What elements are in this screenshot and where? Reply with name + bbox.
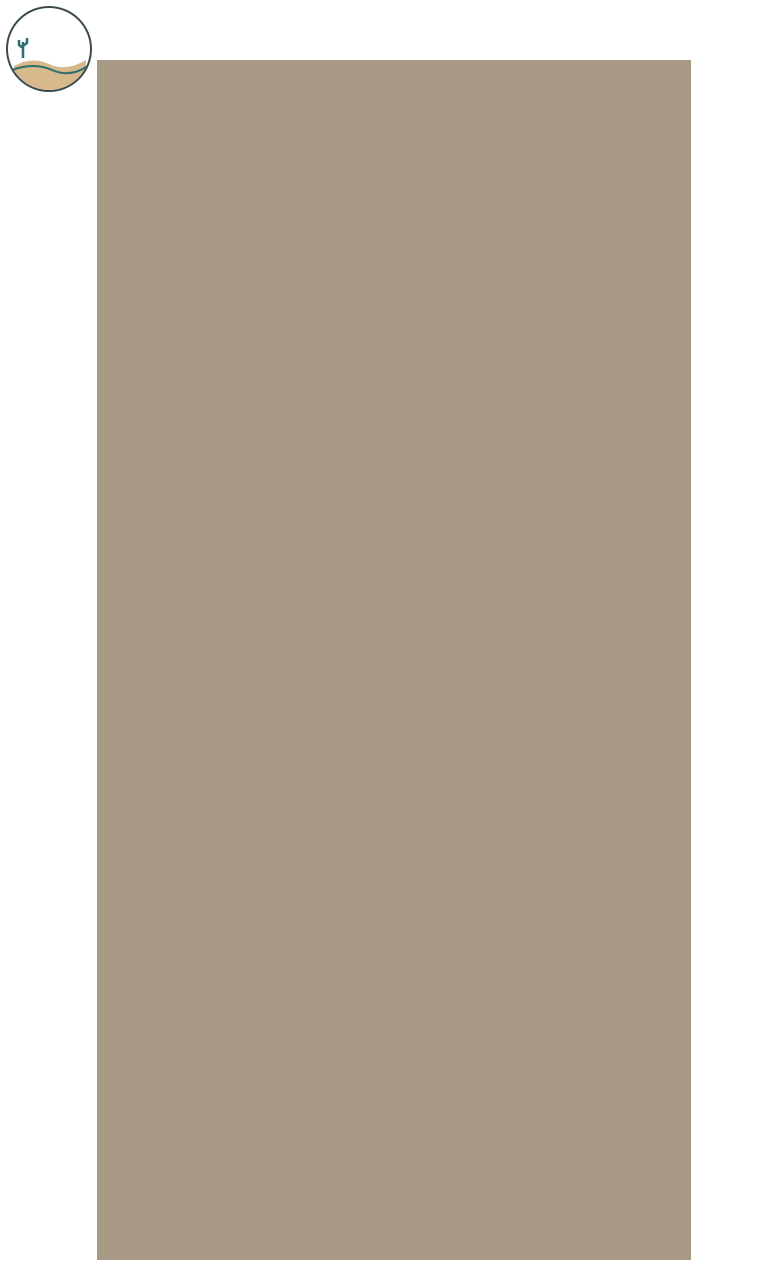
cactus-icon: [19, 38, 27, 58]
subdivision-plan: [97, 60, 691, 1260]
logo: [4, 4, 96, 112]
logo-mark: [8, 8, 90, 90]
logo-sand-shape: [14, 60, 86, 90]
logo-badge: [6, 6, 92, 92]
